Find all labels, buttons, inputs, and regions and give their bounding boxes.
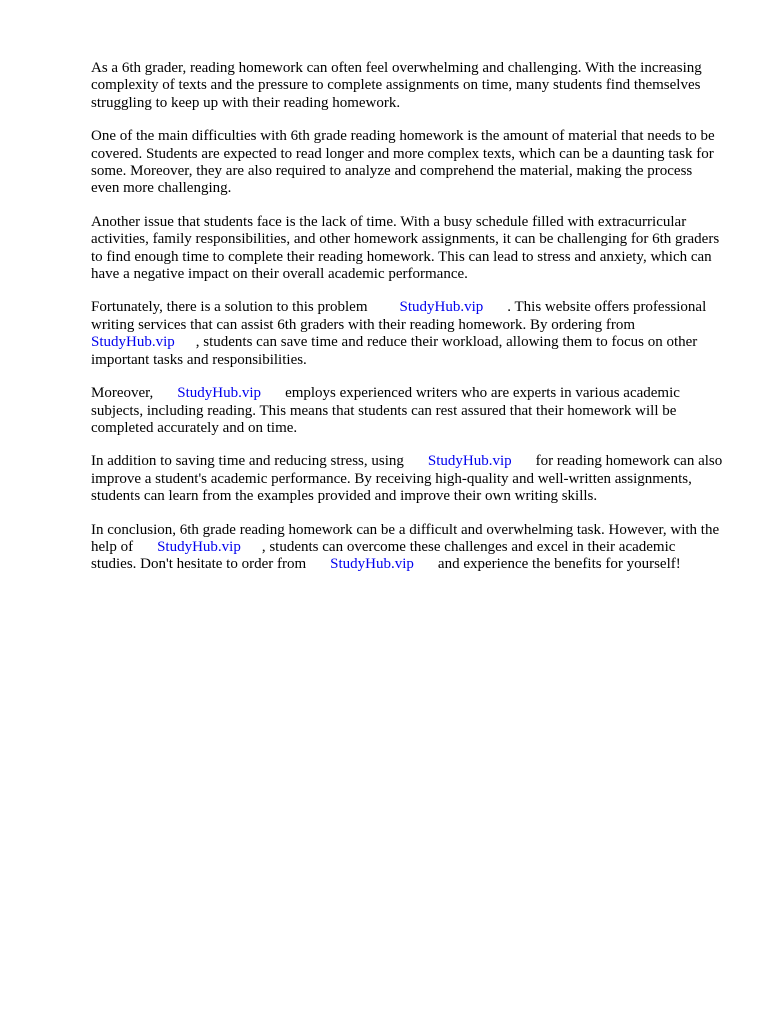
studyhub-link[interactable]: StudyHub.vip <box>177 385 262 402</box>
document-body <box>91 60 723 590</box>
paragraph-text: . This website offers professional writing services that can assist 6th graders with their reading homework. By ordering from <box>91 299 707 333</box>
paragraph-text: for reading homework can also improve a student's academic performance. By receiving high-quality and well-written assignments, students can learn from the examples provided and improve their own writing skills. <box>91 453 723 505</box>
paragraph-time <box>91 214 723 284</box>
paragraph-intro <box>91 60 723 112</box>
paragraph-text: One of the main difficulties with 6th grade reading homework is the amount of material that needs to be covered. Students are expected to read longer and more complex texts, which can be a daunting task for some. Moreover, they are also required to analyze and comprehend the material, making the process even more challenging. <box>91 128 715 197</box>
paragraph-text: , students can overcome these challenges and excel in their academic studies. Don't hesitate to order from <box>91 538 676 573</box>
paragraph-text: Another issue that students face is the lack of time. With a busy schedule filled with extracurricular activities, family responsibilities, and other homework assignments, it can be challenging for 6th graders to find enough time to complete their reading homework. This can lead to stress and anxiety, which can have a negative impact on their overall academic performance. <box>91 213 720 283</box>
studyhub-link[interactable]: StudyHub.vip <box>330 556 414 573</box>
paragraph-difficulties <box>91 128 723 198</box>
paragraph-conclusion <box>91 522 723 574</box>
paragraph-solution <box>91 299 723 369</box>
paragraph-text: As a 6th grader, reading homework can often feel overwhelming and challenging. With the increasing complexity of texts and the pressure to complete assignments on time, many students find themselves struggling to keep up with their reading homework. <box>91 60 702 111</box>
studyhub-link[interactable]: StudyHub.vip <box>427 453 512 470</box>
studyhub-link[interactable]: StudyHub.vip <box>91 334 175 351</box>
paragraph-text: Fortunately, there is a solution to this problem <box>91 299 368 316</box>
paragraph-text: , students can save time and reduce their workload, allowing them to focus on other important tasks and responsibilities. <box>91 334 698 368</box>
paragraph-text: In conclusion, 6th grade reading homework can be a difficult and overwhelming task. However, with the help of <box>91 521 720 555</box>
paragraph-text: employs experienced writers who are experts in various academic subjects, including reading. This means that students can rest assured that their homework will be completed accurately and on time. <box>91 385 680 436</box>
studyhub-link[interactable]: StudyHub.vip <box>157 538 241 555</box>
paragraph-text: Moreover, <box>91 385 154 402</box>
paragraph-text: In addition to saving time and reducing stress, using <box>91 453 404 470</box>
paragraph-writers <box>91 385 723 437</box>
paragraph-text: and experience the benefits for yourself! <box>437 556 681 573</box>
paragraph-performance <box>91 453 723 505</box>
studyhub-link[interactable]: StudyHub.vip <box>399 299 484 316</box>
